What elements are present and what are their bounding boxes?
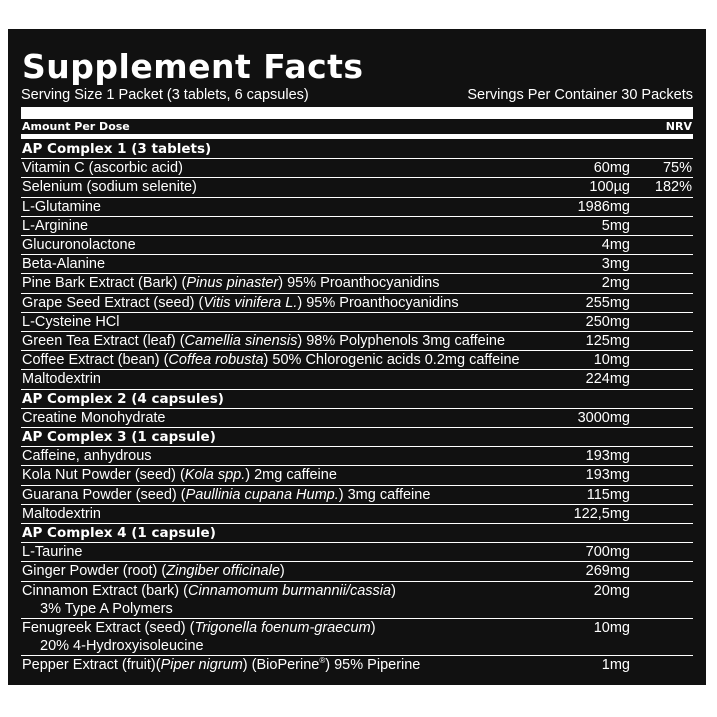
section-heading: AP Complex 3 (1 capsule) — [21, 428, 693, 447]
nrv-header: NRV — [665, 120, 692, 133]
ingredient-row: Guarana Powder (seed) (Paullinia cupana Hump.) 3mg caffeine 115mg — [21, 486, 693, 505]
ingredient-row: Caffeine, anhydrous 193mg — [21, 447, 693, 466]
ingredient-row: Grape Seed Extract (seed) (Vitis vinifera L.) 95% Proanthocyanidins 255mg — [21, 294, 693, 313]
ingredient-row: Glucuronolactone 4mg — [21, 236, 693, 255]
ingredient-row: Vitamin C (ascorbic acid) 60mg 75% — [21, 159, 693, 178]
section-heading: AP Complex 4 (1 capsule) — [21, 524, 693, 543]
panel-title: Supplement Facts — [22, 47, 364, 86]
serving-info — [21, 86, 693, 104]
serving-size: Serving Size 1 Packet (3 tablets, 6 capsules) — [21, 87, 309, 103]
ingredient-row: Maltodextrin 122,5mg — [21, 505, 693, 524]
medium-divider — [21, 134, 693, 139]
ingredient-row: Pine Bark Extract (Bark) (Pinus pinaster) 95% Proanthocyanidins 2mg — [21, 274, 693, 293]
ingredient-row: L-Glutamine 1986mg — [21, 198, 693, 217]
section-heading: AP Complex 1 (3 tablets) — [21, 140, 693, 159]
thick-divider — [21, 107, 693, 119]
amount-header: Amount Per Dose — [22, 120, 130, 133]
ingredient-row: Cinnamon Extract (bark) (Cinnamomum burmannii/cassia) 3% Type A Polymers 20mg — [21, 582, 693, 619]
ingredient-row: Coffee Extract (bean) (Coffea robusta) 50% Chlorogenic acids 0.2mg caffeine 10mg — [21, 351, 693, 370]
ingredient-row: L-Cysteine HCl 250mg — [21, 313, 693, 332]
ingredient-table — [21, 140, 693, 675]
ingredient-row: Fenugreek Extract (seed) (Trigonella foenum-graecum) 20% 4-Hydroxyisoleucine 10mg — [21, 619, 693, 656]
ingredient-row: Ginger Powder (root) (Zingiber officinale) 269mg — [21, 562, 693, 581]
ingredient-row: Pepper Extract (fruit)(Piper nigrum) (BioPerine®) 95% Piperine 1mg — [22, 656, 630, 674]
supplement-facts-panel — [8, 29, 706, 685]
ingredient-row: Creatine Monohydrate 3000mg — [21, 409, 693, 428]
ingredient-row: L-Arginine 5mg — [21, 217, 693, 236]
ingredient-row: L-Taurine 700mg — [21, 543, 693, 562]
section-heading: AP Complex 2 (4 capsules) — [21, 390, 693, 409]
servings-per-container: Servings Per Container 30 Packets — [467, 87, 693, 103]
ingredient-row: Green Tea Extract (leaf) (Camellia sinensis) 98% Polyphenols 3mg caffeine 125mg — [21, 332, 693, 351]
ingredient-row: Kola Nut Powder (seed) (Kola spp.) 2mg caffeine 193mg — [21, 466, 693, 485]
ingredient-row: Maltodextrin 224mg — [21, 370, 693, 389]
column-header — [21, 119, 693, 134]
ingredient-row: Beta-Alanine 3mg — [21, 255, 693, 274]
ingredient-row: Selenium (sodium selenite) 100µg 182% — [21, 178, 693, 197]
